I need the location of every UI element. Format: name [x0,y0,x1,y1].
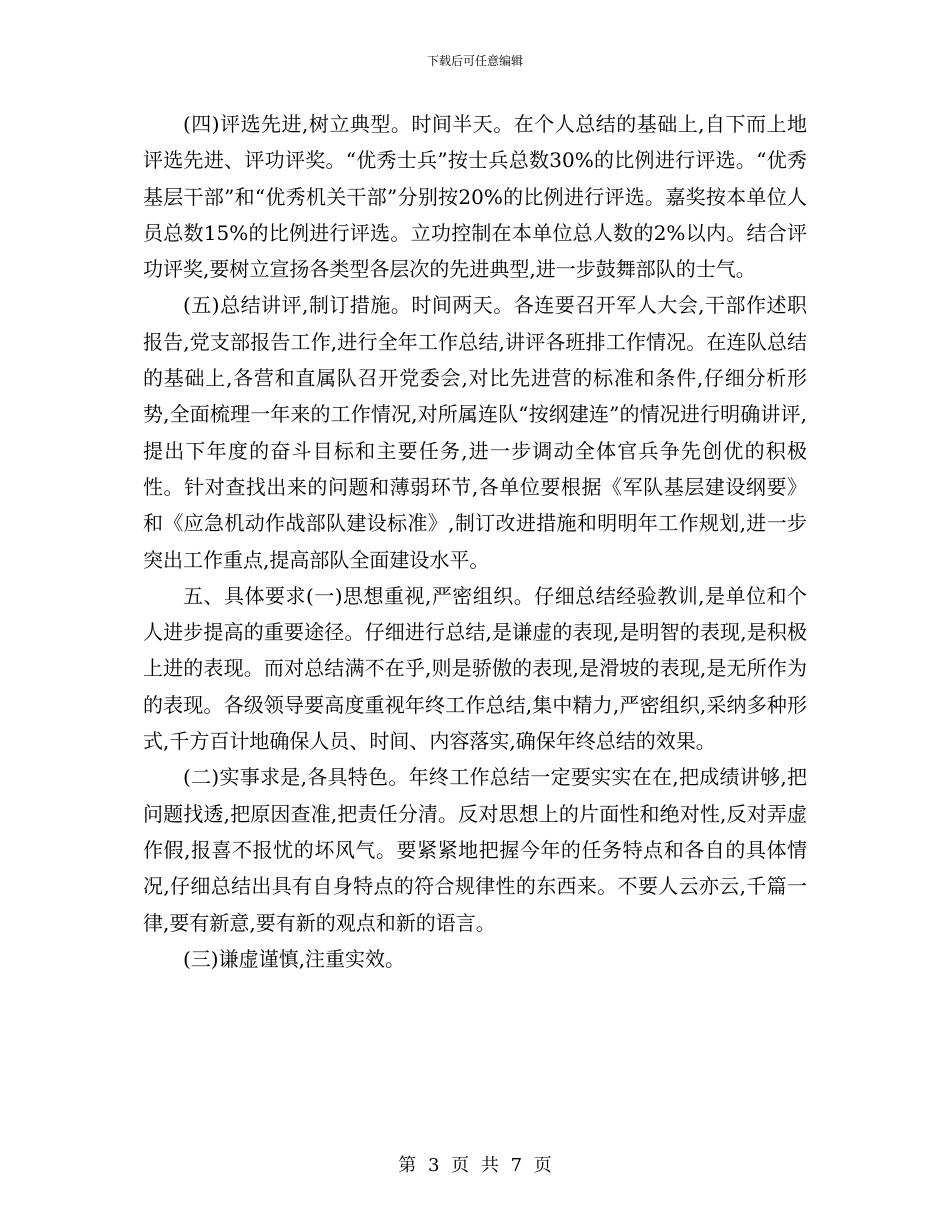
paragraph-4: (四)评选先进,树立典型。时间半天。在个人总结的基础上,自下而上地评选先进、评功评奖。“优秀士兵”按士兵总数30%的比例进行评选。“优秀基层干部”和“优秀机关干部”分别按20%的比例进行评选。嘉奖按本单位人员总数15%的比例进行评选。立功控制在本单位总人数的2%以内。结合评功评奖,要树立宣扬各类型各层次的先进典型,进一步鼓舞部队的士气。 [143,112,807,282]
document-body [143,106,807,977]
page-header [0,54,950,68]
paragraph-requirements-3: (三)谦虚谨慎,注重实效。 [183,946,405,971]
paragraph-requirements-2: (二)实事求是,各具特色。年终工作总结一定要实实在在,把成绩讲够,把问题找透,把原因查准,把责任分清。反对思想上的片面性和绝对性,反对弄虚作假,报喜不报忧的坏风气。要紧紧地把握今年的任务特点和各自的具体情况,仔细总结出具有自身特点的符合规律性的东西来。不要人云亦云,千篇一律,要有新意,要有新的观点和新的语言。 [143,765,807,935]
paragraph-requirements-1: 五、具体要求(一)思想重视,严密组织。仔细总结经验教训,是单位和个人进步提高的重要途径。仔细进行总结,是谦虚的表现,是明智的表现,是积极上进的表现。而对总结满不在乎,则是骄傲的表现,是滑坡的表现,是无所作为的表现。各级领导要高度重视年终工作总结,集中精力,严密组织,采纳多种形式,千方百计地确保人员、时间、内容落实,确保年终总结的效果。 [143,583,807,754]
page-number: 第 3 页 共 7 页 [398,1155,552,1176]
page-footer [0,1156,950,1176]
header-note: 下载后可任意编辑 [426,54,523,68]
paragraph-5: (五)总结讲评,制订措施。时间两天。各连要召开军人大会,干部作述职报告,党支部报告工作,进行全年工作总结,讲评各班排工作情况。在连队总结的基础上,各营和直属队召开党委会,对比先进营的标准和条件,仔细分析形势,全面梳理一年来的工作情况,对所属连队“按纲建连”的情况进行明确讲评,提出下年度的奋斗目标和主要任务,进一步调动全体官兵争先创优的积极性。针对查找出来的问题和薄弱环节,各单位要根据《军队基层建设纲要》和《应急机动作战部队建设标准》,制订改进措施和明明年工作规划,进一步突出工作重点,提高部队全面建设水平。 [143,293,807,572]
